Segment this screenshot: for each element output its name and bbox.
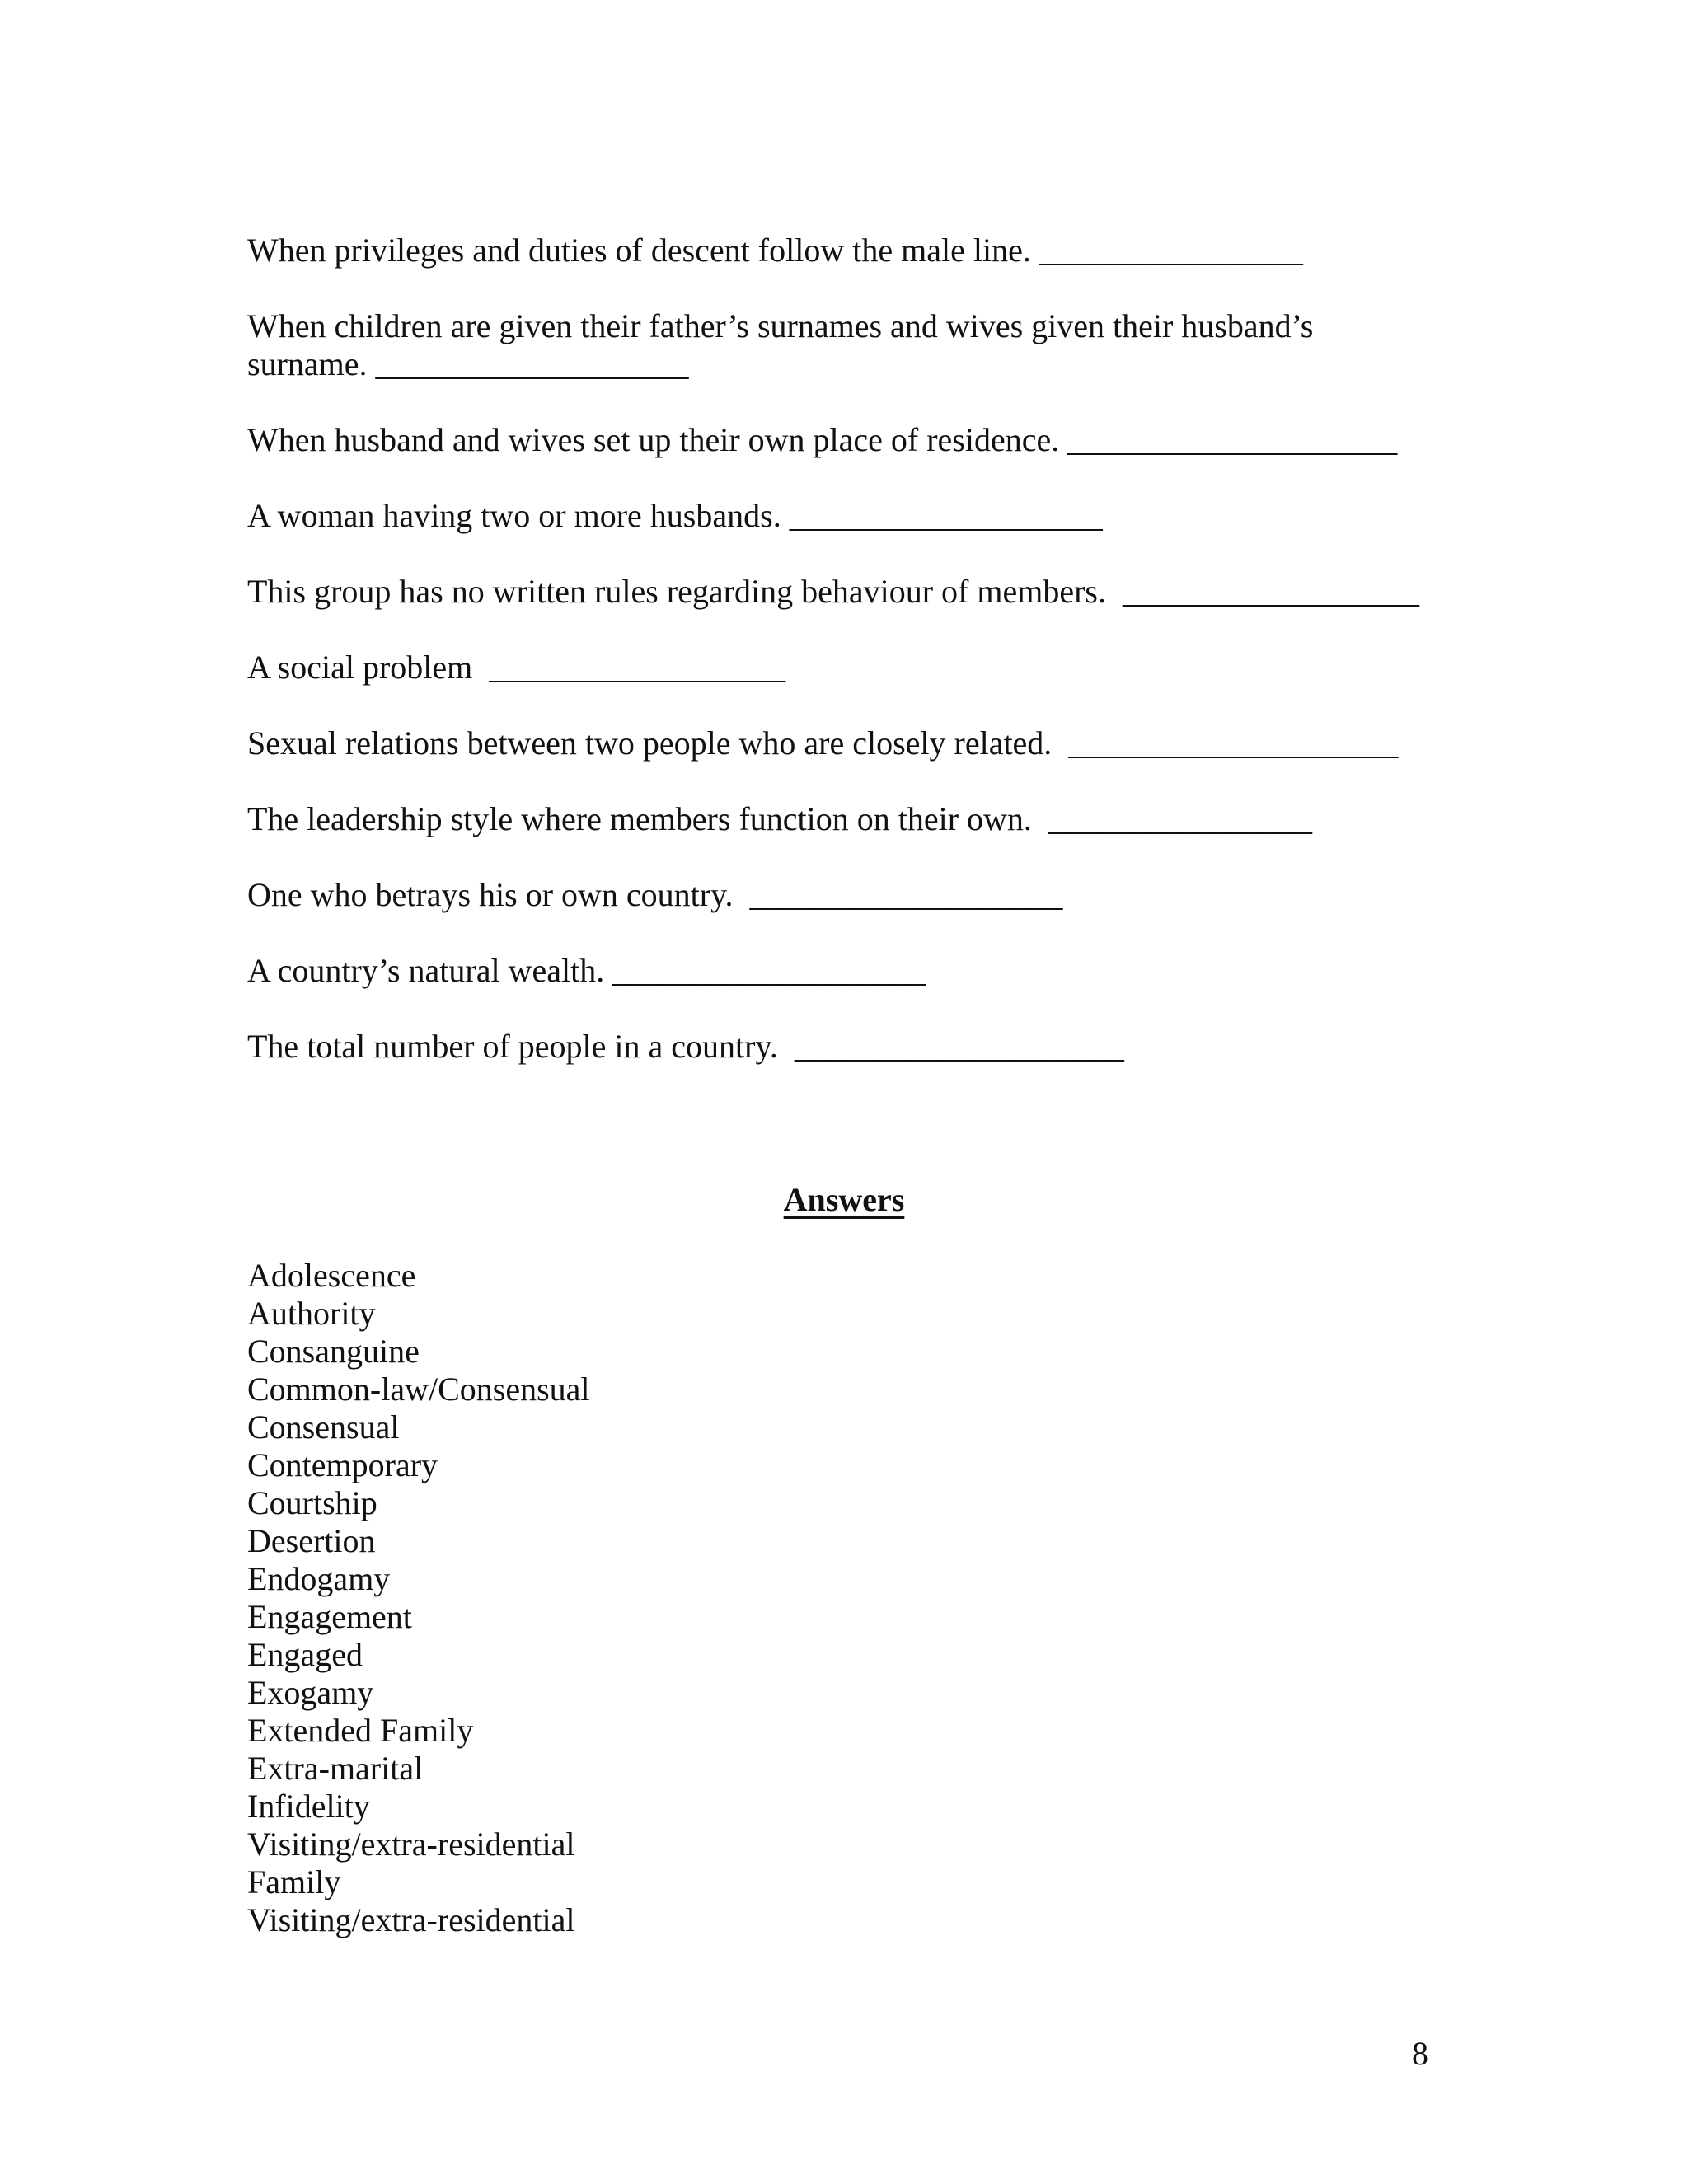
answer-item: Visiting/extra-residential <box>247 1825 575 1863</box>
question-6 <box>247 649 1442 687</box>
question-7 <box>247 724 1442 762</box>
question-text: This group has no written rules regarding behaviour of members. <box>247 573 1123 610</box>
answer-blank: __________________ <box>489 649 786 686</box>
question-text: When privileges and duties of descent follow the male line. <box>247 232 1039 269</box>
answer-item: Consanguine <box>247 1333 420 1370</box>
answers-list <box>247 1257 590 1939</box>
answer-item: Engagement <box>247 1598 412 1635</box>
question-11 <box>247 1028 1442 1066</box>
answer-blank: ____________________ <box>1067 421 1398 458</box>
answer-item: Family <box>247 1863 341 1900</box>
answer-item: Contemporary <box>247 1446 438 1483</box>
answer-item: Extra-marital <box>247 1750 424 1787</box>
answer-blank: ___________________ <box>749 876 1063 913</box>
answer-item: Extended Family <box>247 1712 474 1749</box>
answer-item: Exogamy <box>247 1674 374 1711</box>
answer-item: Common-law/Consensual <box>247 1371 590 1408</box>
question-5 <box>247 573 1442 611</box>
answer-item: Infidelity <box>247 1788 370 1825</box>
question-text: The leadership style where members function on their own. <box>247 800 1048 837</box>
answer-blank: ____________________ <box>1068 724 1399 762</box>
answer-item: Courtship <box>247 1484 377 1521</box>
question-text: The total number of people in a country. <box>247 1028 795 1065</box>
question-text: Sexual relations between two people who are closely related. <box>247 724 1069 762</box>
question-4 <box>247 497 1442 535</box>
answer-blank: ___________________ <box>612 952 926 989</box>
question-8 <box>247 800 1442 838</box>
answer-blank: __________________ <box>1122 573 1419 610</box>
question-text: A country’s natural wealth. <box>247 952 613 989</box>
question-1 <box>247 232 1442 269</box>
answer-item: Desertion <box>247 1522 376 1559</box>
answer-blank: ____________________ <box>794 1028 1124 1065</box>
answer-blank: ___________________ <box>375 345 689 382</box>
answer-item: Authority <box>247 1295 376 1332</box>
fill-in-questions <box>247 232 1442 1104</box>
answer-blank: ___________________ <box>789 497 1103 534</box>
question-9 <box>247 876 1442 914</box>
answer-item: Consensual <box>247 1408 400 1446</box>
answer-item: Engaged <box>247 1636 363 1673</box>
answer-blank: ________________ <box>1048 800 1312 837</box>
answer-item: Endogamy <box>247 1560 391 1597</box>
answer-item: Visiting/extra-residential <box>247 1901 575 1938</box>
question-text: A social problem <box>247 649 490 686</box>
question-text: A woman having two or more husbands. <box>247 497 790 534</box>
question-3 <box>247 421 1442 459</box>
question-text: When children are given their father’s surnames and wives given their husband’s surname. <box>247 307 1314 382</box>
answers-heading: Answers <box>783 1181 905 1218</box>
page-number: 8 <box>1412 2035 1428 2072</box>
answer-blank: ________________ <box>1039 232 1303 269</box>
question-text: One who betrays his or own country. <box>247 876 750 913</box>
question-2 <box>247 307 1442 383</box>
question-10 <box>247 952 1442 990</box>
question-text: When husband and wives set up their own place of residence. <box>247 421 1068 458</box>
answer-item: Adolescence <box>247 1257 416 1294</box>
